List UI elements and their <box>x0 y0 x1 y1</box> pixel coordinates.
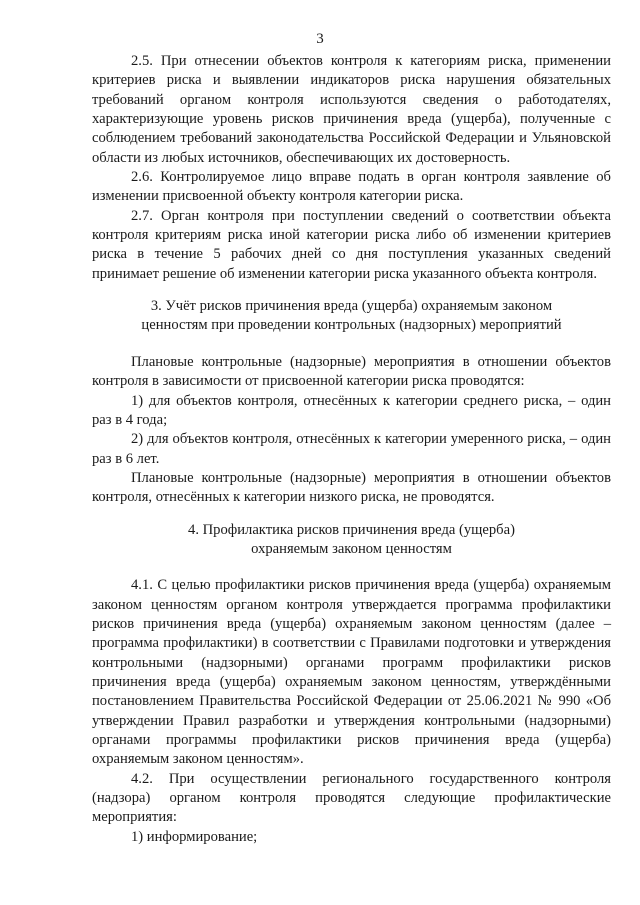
list-item-informing: 1) информирование; <box>131 828 258 845</box>
paragraph-2-6: 2.6. Контролируемое лицо вправе подать в орган контроля заявление об изменении присвоенной объекту контроля категории риска. <box>92 169 611 205</box>
document-body <box>92 52 611 847</box>
section-3-heading-line-2: ценностям при проведении контрольных (надзорных) мероприятий <box>141 317 562 334</box>
list-item-moderate-risk: 2) для объектов контроля, отнесённых к категории умеренного риска, – один раз в 6 лет. <box>92 431 611 467</box>
section-3-heading-line-1: 3. Учёт рисков причинения вреда (ущерба) охраняемым законом <box>150 298 553 315</box>
paragraph-4-1: 4.1. С целью профилактики рисков причинения вреда (ущерба) охраняемым законом ценностям органом контроля утверждается программа профилактики рисков причинения вреда (ущерба) охраняемым законом ценностям (далее – программа профилактики) в соответствии с Правилами подготовки и утверждения контрольными (надзорными) органами программ профилактики рисков причинения вреда (ущерба) охраняемым законом ценностям, утверждёнными постановлением Правительства Российской Федерации от 25.06.2021 № 990 «Об утверждении Правил разработки и утверждения контрольными (надзорными) органами программы профилактики рисков причинения вреда (ущерба) охраняемым законом ценностям». <box>92 577 611 768</box>
list-item-medium-risk: 1) для объектов контроля, отнесённых к категории среднего риска, – один раз в 4 года; <box>92 392 611 428</box>
paragraph-2-7: 2.7. Орган контроля при поступлении сведений о соответствии объекта контроля критериям риска иной категории риска либо об изменении критериев риска в течение 5 рабочих дней со дня поступления указанных сведений принимает решение об изменении категории риска указанного объекта контроля. <box>92 207 611 282</box>
page-number: 3 <box>316 31 324 47</box>
paragraph-planned-inspections: Плановые контрольные (надзорные) мероприятия в отношении объектов контроля в зависимости от присвоенной категории риска проводятся: <box>92 353 611 390</box>
section-4-heading-line-1: 4. Профилактика рисков причинения вреда (ущерба) <box>188 521 515 538</box>
section-4-heading-line-2: охраняемым законом ценностям <box>251 540 452 557</box>
paragraph-4-2: 4.2. При осуществлении регионального государственного контроля (надзора) органом контроля проводятся следующие профилактические мероприятия: <box>92 770 611 826</box>
paragraph-low-risk: Плановые контрольные (надзорные) мероприятия в отношении объектов контроля, отнесённых к категории низкого риска, не проводятся. <box>92 469 611 506</box>
section-4-heading <box>92 521 611 560</box>
section-3-heading <box>92 297 611 336</box>
paragraph-2-5: 2.5. При отнесении объектов контроля к категориям риска, применении критериев риска и выявлении индикаторов риска нарушения обязательных требований органом контроля используются сведения о работодателях, характеризующие уровень рисков причинения вреда (ущерба), полученные с соблюдением требований законодательства Российской Федерации и Ульяновской области из любых источников, обеспечивающих их достоверность. <box>92 53 611 166</box>
